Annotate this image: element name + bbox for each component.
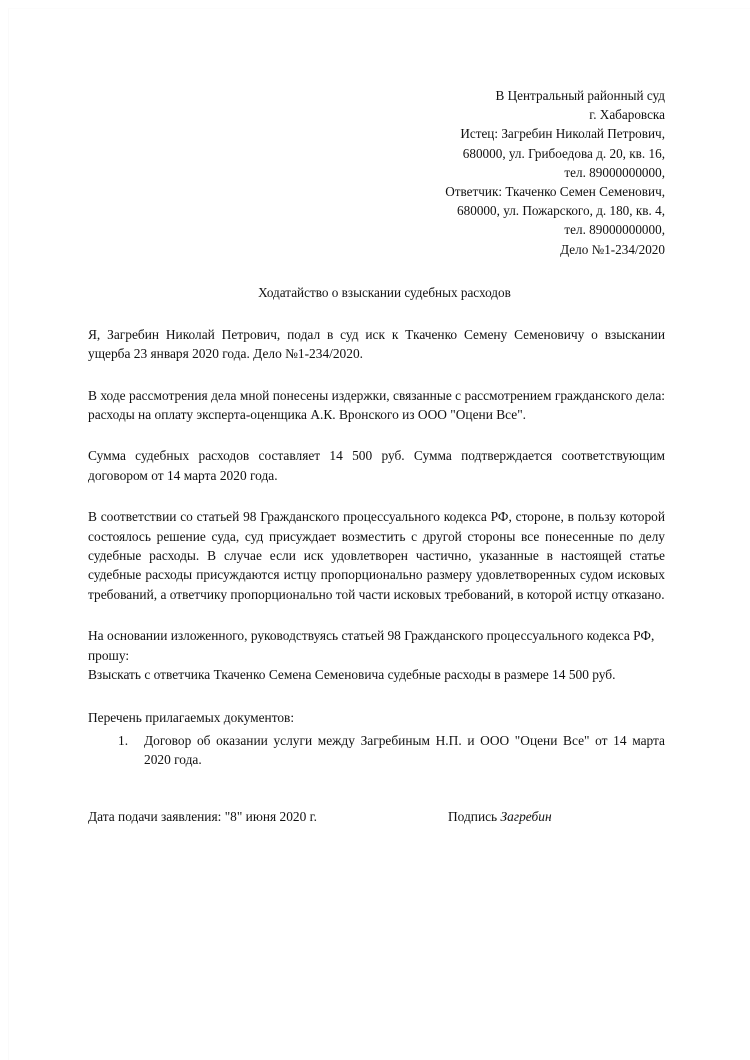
addressee-line-plaintiff-phone: тел. 89000000000, bbox=[564, 164, 665, 180]
paragraph-costs-incurred: В ходе рассмотрения дела мной понесены издержки, связанные с рассмотрением гражданского дела: расходы на оплату эксперта-оценщика А.К. Вронского из ООО "Оцени Все". bbox=[88, 387, 665, 423]
addressee-line-city: г. Хабаровска bbox=[589, 107, 665, 123]
addressee-line-case-number: Дело №1-234/2020 bbox=[560, 241, 665, 257]
paragraph-conclusion: На основании изложенного, руководствуясь статьей 98 Гражданского процессуального кодекса РФ, bbox=[88, 628, 655, 644]
request-label: прошу: bbox=[88, 647, 130, 663]
addressee-line-defendant-phone: тел. 89000000000, bbox=[564, 222, 665, 238]
attachments-list bbox=[88, 731, 665, 770]
document-content bbox=[88, 0, 665, 826]
signature-label: Подпись bbox=[447, 808, 498, 824]
attachments-heading: Перечень прилагаемых документов: bbox=[88, 709, 295, 725]
paragraph-intro: Я, Загребин Николай Петрович, подал в суд иск к Ткаченко Семену Семеновичу о взыскании ущерба 23 января 2020 года. Дело №1-234/2020. bbox=[88, 326, 665, 362]
paragraph-legal-basis: В соответствии со статьей 98 Гражданского процессуального кодекса РФ, стороне, в пользу которой состоялось решение суда, суд присуждает возместить с другой стороны все понесенные по делу судебные расходы. В случае если иск удовлетворен частично, указанные в настоящей статье судебные расходы присуждаются истцу пропорционально размеру удовлетворенных судом исковых требований, а ответчику пропорционально той части исковых требований, в которой истцу отказано. bbox=[88, 509, 665, 602]
addressee-line-plaintiff-name: Истец: Загребин Николай Петрович, bbox=[460, 126, 665, 142]
paragraph-request: Взыскать с ответчика Ткаченко Семена Семеновича судебные расходы в размере 14 500 руб. bbox=[88, 667, 616, 683]
signature-row bbox=[88, 807, 665, 826]
list-item bbox=[88, 731, 665, 770]
addressee-line-court: В Центральный районный суд bbox=[495, 88, 665, 103]
list-item-marker: 1. bbox=[118, 732, 129, 748]
signature-block bbox=[448, 807, 552, 826]
addressee-line-defendant-name: Ответчик: Ткаченко Семен Семенович, bbox=[445, 184, 665, 200]
submission-date: Дата подачи заявления: "8" июня 2020 г. bbox=[88, 808, 317, 824]
addressee-line-defendant-address: 680000, ул. Пожарского, д. 180, кв. 4, bbox=[457, 203, 665, 219]
addressee-line-plaintiff-address: 680000, ул. Грибоедова д. 20, кв. 16, bbox=[462, 145, 665, 161]
addressee-block bbox=[88, 86, 665, 259]
paragraph-amount: Сумма судебных расходов составляет 14 500 руб. Сумма подтверждается соответствующим договором от 14 марта 2020 года. bbox=[88, 448, 665, 483]
signature-name: Загребин bbox=[500, 808, 552, 824]
list-item-text: Договор об оказании услуги между Загребиным Н.П. и ООО "Оцени Все" от 14 марта 2020 года. bbox=[144, 732, 665, 768]
page-title: Ходатайство о взыскании судебных расходов bbox=[258, 284, 511, 300]
